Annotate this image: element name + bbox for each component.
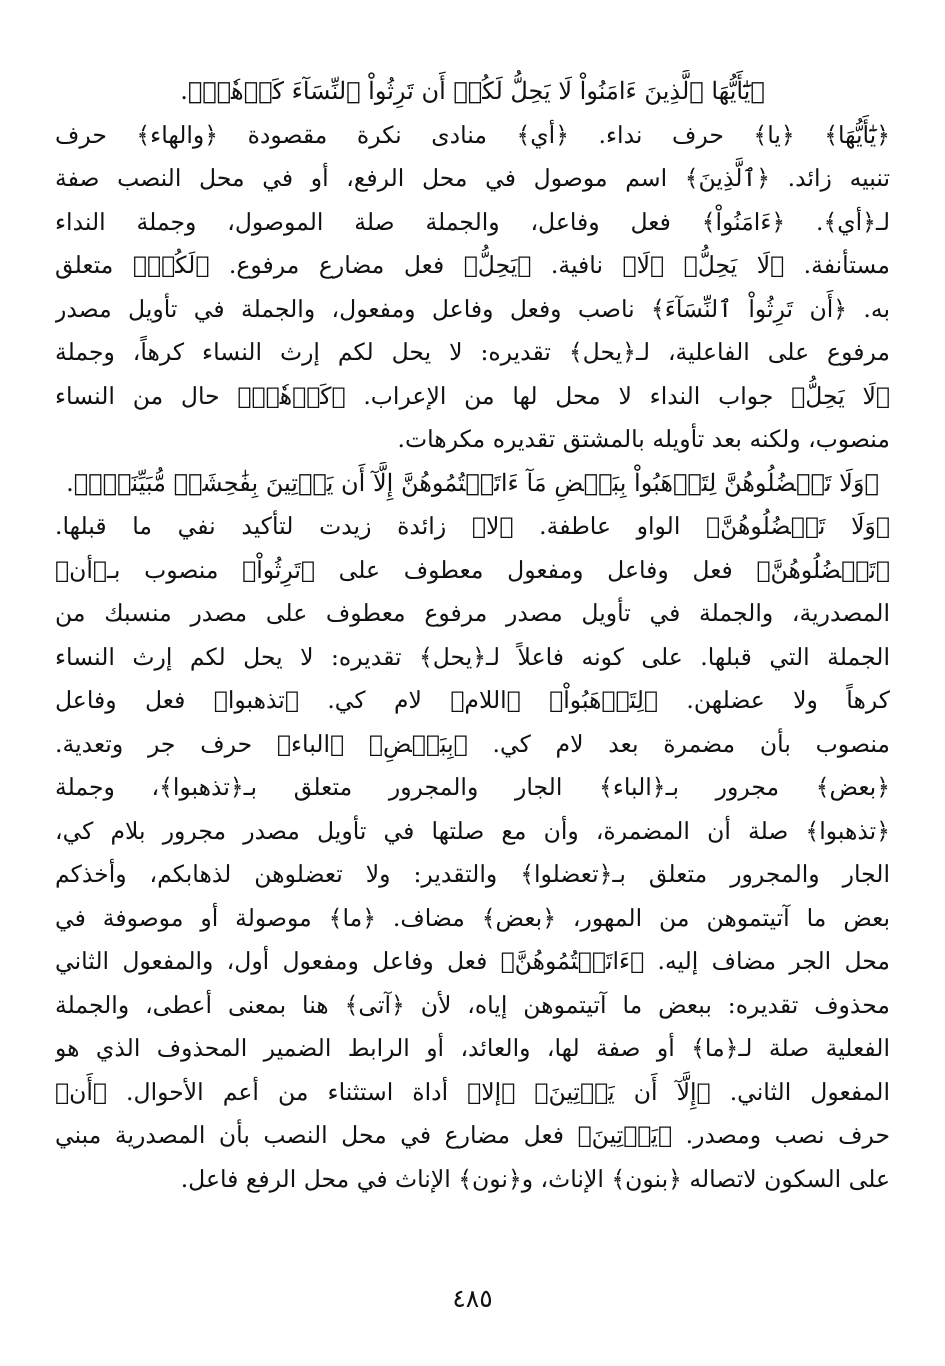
text-line: ﴿تَعۡضُلُوهُنَّ﴾ فعل وفاعل ومفعول معطوف على ﴿تَرِثُواْ﴾ منصوب بـ﴿أن﴾	[55, 555, 890, 584]
text-line: الجملة التي قبلها. على كونه فاعلاً لـ﴿يحل﴾ تقديره: لا يحل لكم إرث النساء	[55, 642, 890, 671]
text-line: المصدرية، والجملة في تأويل مصدر مرفوع معطوف على مصدر منسبك من	[55, 599, 890, 627]
text-line: حرف نصب ومصدر. ﴿يَأۡتِينَ﴾ فعل مضارع في محل النصب بأن المصدرية مبني	[55, 1121, 890, 1149]
text-line: محل الجر مضاف إليه. ﴿ءَاتَيۡتُمُوهُنَّ﴾ فعل وفاعل ومفعول أول، والمفعول الثاني	[55, 947, 890, 975]
text-line: بعض ما آتيتموهن من المهور، ﴿بعض﴾ مضاف. ﴿ما﴾ موصولة أو موصوفة في	[55, 903, 890, 932]
text-line: مرفوع على الفاعلية، لـ﴿يحل﴾ تقديره: لا يحل لكم إرث النساء كرهاً، وجملة	[55, 338, 890, 366]
text-line: لـ﴿أي﴾. ﴿ءَامَنُواْ﴾ فعل وفاعل، والجملة صلة الموصول، وجملة النداء	[55, 207, 890, 236]
text-line: المفعول الثاني. ﴿إِلَّآ أَن يَأۡتِينَ﴾ ﴿إلا﴾ أداة استثناء من أعم الأحوال. ﴿أَن﴾	[55, 1077, 890, 1106]
text-line: ﴿لَا يَحِلُّ﴾ جواب النداء لا محل لها من الإعراب. ﴿كَرۡهٗاۖ﴾ حال من النساء	[55, 381, 890, 410]
text-line: ﴿يَٰٓأَيُّهَا﴾ ﴿يا﴾ حرف نداء. ﴿أي﴾ منادى نكرة مقصودة ﴿والهاء﴾ حرف	[55, 120, 890, 149]
text-line: ﴿بعض﴾ مجرور بـ﴿الباء﴾ الجار والمجرور متعلق بـ﴿تذهبوا﴾، وجملة	[55, 773, 890, 801]
text-line: على السكون لاتصاله ﴿بنون﴾ الإناث، و﴿نون﴾ الإناث في محل الرفع فاعل.	[180, 1164, 890, 1193]
text-line: منصوب بأن مضمرة بعد لام كي. ﴿بِبَعۡضِ﴾ ﴿الباء﴾ حرف جر وتعدية.	[55, 729, 890, 758]
text-line: منصوب، ولكنه بعد تأويله بالمشتق تقديره مكرهات.	[397, 425, 890, 453]
text-line: محذوف تقديره: ببعض ما آتيتموهن إياه، لأن ﴿آتى﴾ هنا بمعنى أعطى، والجملة	[55, 990, 890, 1019]
paragraph	[55, 505, 890, 1201]
text-line: به. ﴿أَن تَرِثُواْ ٱلنِّسَآءَ﴾ ناصب وفعل وفاعل ومفعول، والجملة في تأويل مصدر	[55, 294, 890, 323]
text-line: الجار والمجرور متعلق بـ﴿تعضلوا﴾ والتقدير: ولا تعضلوهن لذهابكم، وأخذكم	[55, 860, 890, 888]
page-body	[55, 70, 890, 1201]
text-line: ﴿تذهبوا﴾ صلة أن المضمرة، وأن مع صلتها في تأويل مصدر مجرور بلام كي،	[55, 816, 890, 845]
paragraph	[55, 114, 890, 462]
verse-heading: ﴿يَٰٓأَيُّهَا ٱلَّذِينَ ءَامَنُواْ لَا يَحِلُّ لَكُمۡ أَن تَرِثُواْ ٱلنِّسَآءَ كَرۡهٗاۖ﴾.	[180, 77, 765, 105]
text-line: الفعلية صلة لـ﴿ما﴾ أو صفة لها، والعائد، أو الرابط الضمير المحذوف الذي هو	[55, 1034, 890, 1062]
verse-heading: ﴿وَلَا تَعۡضُلُوهُنَّ لِتَذۡهَبُواْ بِبَعۡضِ مَآ ءَاتَيۡتُمُوهُنَّ إِلَّآ أَن يَأۡتِينَ بِفَٰحِشَةٖ مُّبَيِّنَةٖۚ﴾.	[66, 468, 879, 497]
text-line: تنبيه زائد. ﴿ٱلَّذِينَ﴾ اسم موصول في محل الرفع، أو في محل النصب صفة	[55, 164, 890, 192]
text-line: مستأنفة. ﴿لَا يَحِلُّ﴾ ﴿لَا﴾ نافية. ﴿يَحِلُّ﴾ فعل مضارع مرفوع. ﴿لَكُمۡ﴾ متعلق	[55, 251, 890, 279]
text-line: ﴿وَلَا تَعۡضُلُوهُنَّ﴾ الواو عاطفة. ﴿لا﴾ زائدة زيدت لتأكيد نفي ما قبلها.	[55, 512, 890, 540]
page-number: ٤٨٥	[452, 1284, 493, 1313]
text-line: كرهاً ولا عضلهن. ﴿لِتَذۡهَبُواْ﴾ ﴿اللام﴾ لام كي. ﴿تذهبوا﴾ فعل وفاعل	[55, 686, 890, 714]
